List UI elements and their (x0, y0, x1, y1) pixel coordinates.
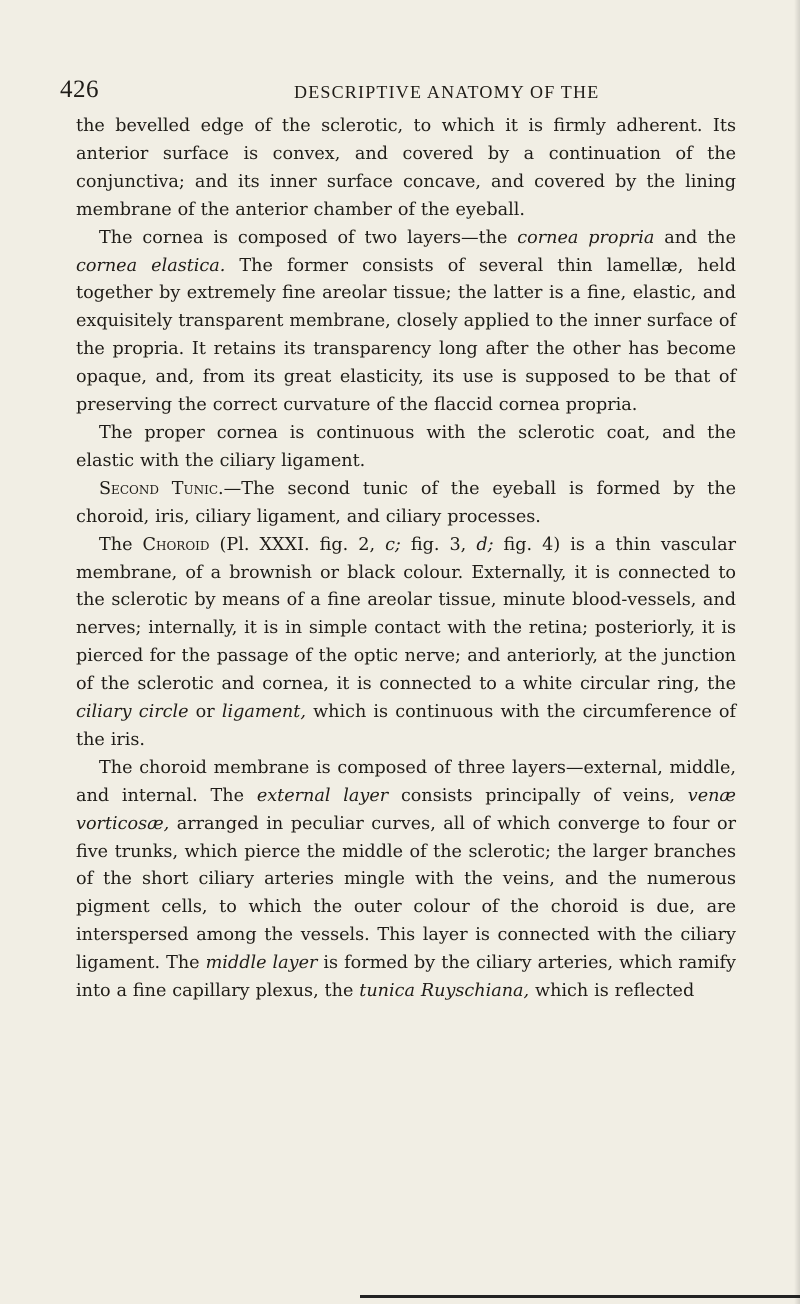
term-tunica-ruyschiana: tunica Ruyschiana, (359, 981, 530, 1002)
paragraph-choroid-layers: The choroid membrane is composed of three layers—external, middle, and internal. The external layer consists principally of veins, venæ vorticosæ, arranged in peculiar curves, all of which converge to four or five trunks, which pierce the middle of the sclerotic; the larger branches of the short ciliary arteries mingle with the veins, and the numerous pigment cells, to which the outer colour of the choroid is due, are interspersed among the vessels. This layer is connected with the ciliary ligament. The middle layer is formed by the ciliary arteries, which ramify into a fine capillary plexus, the tunica Ruyschiana, which is reflected (76, 757, 737, 1002)
section-heading-second-tunic: Second Tunic. (99, 478, 224, 499)
paragraph-second-tunic: Second Tunic.—The second tunic of the eyeball is formed by the choroid, iris, ciliary ligament, and ciliary processes. (76, 478, 736, 527)
running-title: DESCRIPTIVE ANATOMY OF THE (294, 82, 600, 102)
term-external-layer: external layer (256, 785, 389, 806)
paragraph-cornea-continuity: The proper cornea is continuous with the sclerotic coat, and the elastic with the ciliary ligament. (76, 422, 736, 471)
figure-ref-c: c; (385, 534, 401, 555)
term-ciliary-circle: ciliary circle (76, 702, 189, 723)
bottom-edge-line (360, 1295, 800, 1298)
running-header (60, 76, 750, 108)
term-middle-layer: middle layer (205, 953, 318, 974)
paragraph-cornea-surfaces: the bevelled edge of the sclerotic, to which it is firmly adherent. Its anterior surface is convex, and covered by a continuation of the conjunctiva; and its inner surface concave, and covered by the lining membrane of the anterior chamber of the eyeball. (76, 116, 736, 220)
paragraph-cornea-layers: The cornea is composed of two layers—the cornea propria and the cornea elastica. The former consists of several thin lamellæ, held together by extremely fine areolar tissue; the latter is a fine, elastic, and exquisitely transparent membrane, closely applied to the inner surface of the propria. It retains its transparency long after the other has become opaque, and, from its great elasticity, its use is supposed to be that of preserving the correct curvature of the flaccid cornea propria. (76, 227, 737, 416)
term-choroid: Choroid (142, 534, 210, 555)
figure-ref-d: d; (476, 534, 494, 555)
body-text (76, 113, 736, 1006)
term-venae-vorticosae: venæ vorticosæ, (76, 785, 736, 834)
term-cornea-propria: cornea propria (517, 227, 655, 248)
page-number: 426 (60, 76, 99, 103)
term-ligament: ligament, (221, 702, 306, 723)
paragraph-choroid: The Choroid (Pl. XXXI. fig. 2, c; fig. 3, d; fig. 4) is a thin vascular membrane, of a brownish or black colour. Externally, it is connected to the sclerotic by means of a fine areolar tissue, minute blood-vessels, and nerves; internally, it is in simple contact with the retina; posteriorly, it is pierced for the passage of the optic nerve; and anteriorly, at the junction of the sclerotic and cornea, it is connected to a white circular ring, the ciliary circle or ligament, which is continuous with the circumference of the iris. (76, 534, 736, 750)
term-cornea-elastica: cornea elastica. (76, 255, 226, 276)
page-edge-shadow (794, 0, 800, 1304)
